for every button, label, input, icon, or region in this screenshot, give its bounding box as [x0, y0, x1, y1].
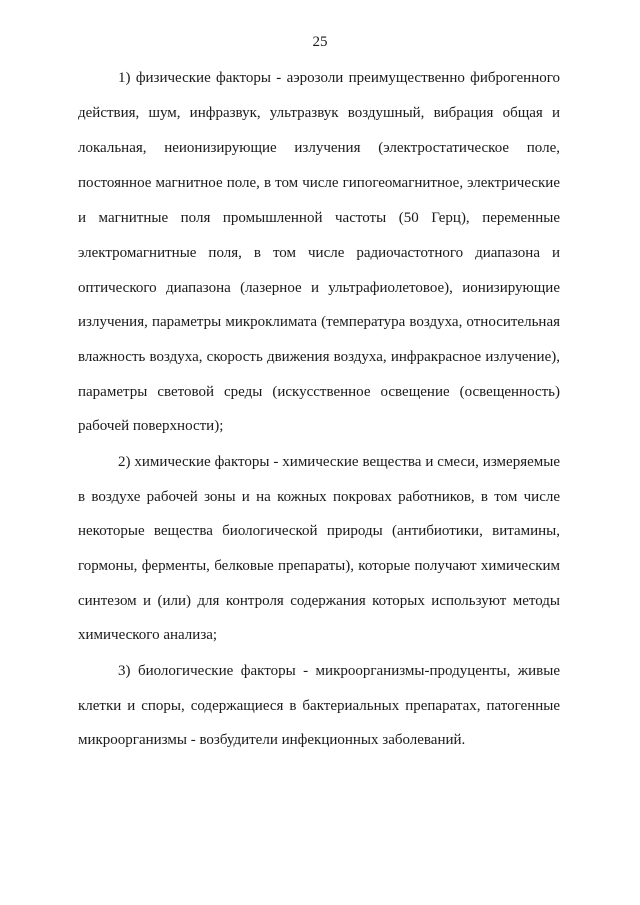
- paragraph-1-line-8: излучения, параметры микроклимата (температура воздуха, относительная: [78, 314, 560, 330]
- page-number: 25: [312, 34, 328, 50]
- paragraph-3-line-1: 3) биологические факторы - микроорганизмы-продуценты, живые: [118, 663, 560, 679]
- paragraph-1-line-11: рабочей поверхности);: [78, 418, 224, 434]
- paragraph-2-line-4: гормоны, ферменты, белковые препараты), которые получают химическим: [78, 558, 560, 574]
- paragraph-1-line-6: электромагнитные поля, в том числе радиочастотного диапазона и: [78, 245, 560, 261]
- paragraph-2-line-3: некоторые вещества биологической природы (антибиотики, витамины,: [78, 523, 560, 539]
- paragraph-1-line-4: постоянное магнитное поле, в том числе гипогеомагнитное, электрические: [78, 175, 560, 191]
- paragraph-1-line-9: влажность воздуха, скорость движения воздуха, инфракрасное излучение),: [78, 349, 560, 365]
- paragraph-2-line-5: синтезом и (или) для контроля содержания которых используют методы: [78, 593, 560, 609]
- paragraph-1-line-2: действия, шум, инфразвук, ультразвук воздушный, вибрация общая и: [78, 105, 560, 121]
- paragraph-3-line-3: микроорганизмы - возбудители инфекционных заболеваний.: [78, 732, 466, 748]
- paragraph-1-line-3: локальная, неионизирующие излучения (электростатическое поле,: [78, 140, 560, 156]
- paragraph-1-line-10: параметры световой среды (искусственное освещение (освещенность): [78, 384, 560, 400]
- paragraph-1-line-7: оптического диапазона (лазерное и ультрафиолетовое), ионизирующие: [78, 280, 560, 296]
- paragraph-2-line-2: в воздухе рабочей зоны и на кожных покровах работников, в том числе: [78, 489, 560, 505]
- paragraph-1-line-5: и магнитные поля промышленной частоты (50 Герц), переменные: [78, 210, 560, 226]
- paragraph-2-line-1: 2) химические факторы - химические вещества и смеси, измеряемые: [118, 454, 560, 470]
- paragraph-3-line-2: клетки и споры, содержащиеся в бактериальных препаратах, патогенные: [78, 698, 560, 714]
- paragraph-2-line-6: химического анализа;: [78, 627, 218, 643]
- paragraph-1-line-1: 1) физические факторы - аэрозоли преимущественно фиброгенного: [118, 70, 560, 86]
